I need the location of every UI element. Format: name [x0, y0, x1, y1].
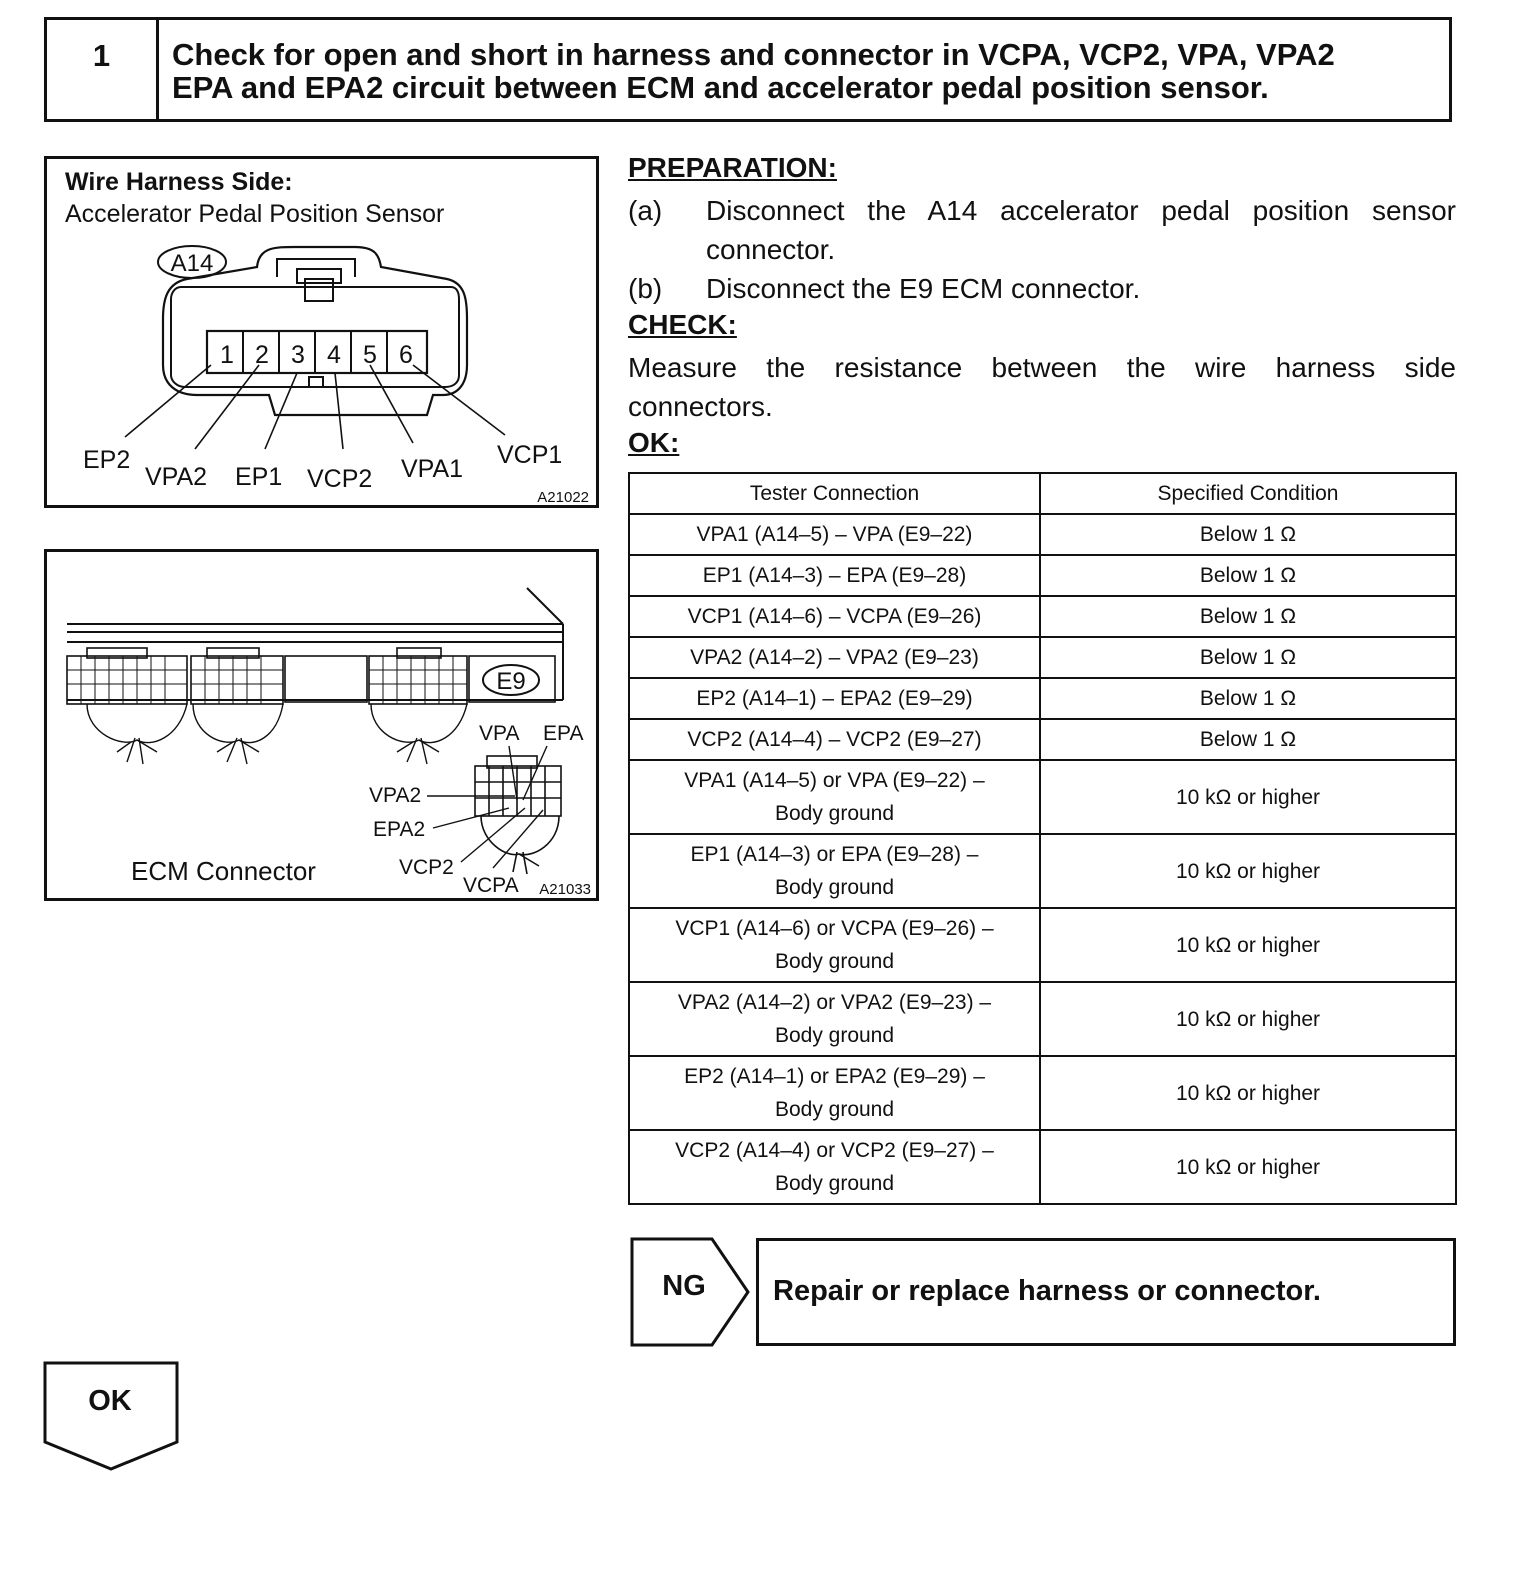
table-row — [629, 596, 1456, 637]
tester-connection-cell — [629, 1056, 1040, 1130]
tester-connection-line: VCP2 (A14–4) – VCP2 (E9–27) — [687, 728, 982, 751]
ecm-connector-blocks — [67, 648, 555, 704]
pin-number: 5 — [363, 341, 377, 369]
ng-action-box — [756, 1238, 1456, 1346]
tester-connection-line: VPA2 (A14–2) or VPA2 (E9–23) – — [677, 991, 992, 1014]
table-row — [629, 719, 1456, 760]
preparation-step — [628, 191, 1456, 269]
tester-connection-cell — [629, 834, 1040, 908]
check-text: Measure the resistance between the wire harness side connectors. — [628, 352, 1456, 422]
step-title — [172, 38, 1429, 104]
tester-connection-line: VPA1 (A14–5) – VPA (E9–22) — [696, 523, 973, 546]
tester-connection-line: VCP1 (A14–6) or VCPA (E9–26) – — [675, 917, 994, 940]
tester-connection-cell — [629, 1130, 1040, 1204]
specified-condition-cell: 10 kΩ or higher — [1040, 1056, 1456, 1130]
table-row — [629, 760, 1456, 834]
figure-code: A21033 — [539, 881, 591, 898]
table-header: Specified Condition — [1040, 473, 1456, 514]
harness-wires — [87, 704, 467, 764]
specified-condition-cell: Below 1 Ω — [1040, 678, 1456, 719]
tester-connection-line: Body ground — [774, 1024, 895, 1047]
ecm-body — [67, 588, 563, 700]
tester-connection-line: Body ground — [774, 1098, 895, 1121]
tester-connection-line: EP1 (A14–3) – EPA (E9–28) — [702, 564, 967, 587]
step-title-line: Check for open and short in harness and connector in VCPA, VCP2, VPA, VPA2 — [172, 37, 1335, 72]
pin-number: 6 — [399, 341, 413, 369]
tester-connection-cell — [629, 760, 1040, 834]
ng-label: NG — [662, 1270, 706, 1302]
ng-action-text: Repair or replace harness or connector. — [773, 1275, 1321, 1307]
ecm-label-vcp2: VCP2 — [399, 856, 454, 879]
tester-connection-line: Body ground — [774, 802, 895, 825]
table-row — [629, 1056, 1456, 1130]
ok-heading: OK: — [628, 427, 680, 458]
ecm-label-epa: EPA — [543, 722, 584, 745]
step-text: Disconnect the A14 accelerator pedal position sensor connector. — [706, 195, 1456, 265]
connector-id-label: A14 — [170, 250, 214, 277]
specified-condition-cell: Below 1 Ω — [1040, 555, 1456, 596]
specified-condition-cell: Below 1 Ω — [1040, 596, 1456, 637]
table-row — [629, 555, 1456, 596]
step-header — [44, 17, 1452, 122]
tester-connection-cell — [629, 637, 1040, 678]
ecm-connector-caption: ECM Connector — [131, 856, 316, 886]
key-notch — [309, 377, 323, 387]
tester-connection-cell — [629, 555, 1040, 596]
tester-connection-line: EP1 (A14–3) or EPA (E9–28) – — [690, 843, 979, 866]
pin-block — [207, 331, 427, 373]
step-text: Disconnect the E9 ECM connector. — [706, 273, 1141, 304]
preparation-step — [628, 269, 1456, 308]
specified-condition-cell: 10 kΩ or higher — [1040, 834, 1456, 908]
pin-label-vpa2: VPA2 — [145, 463, 208, 491]
pin-label-ep1: EP1 — [235, 463, 283, 491]
step-label: (b) — [628, 273, 663, 304]
table-row — [629, 834, 1456, 908]
table-row — [629, 637, 1456, 678]
diagram-title: Wire Harness Side: — [65, 168, 293, 196]
pin-number: 2 — [255, 341, 269, 369]
specified-condition-cell: 10 kΩ or higher — [1040, 982, 1456, 1056]
sensor-connector-diagram — [44, 156, 599, 508]
tester-connection-cell — [629, 678, 1040, 719]
ecm-connector-diagram — [44, 549, 599, 901]
pin-label-vpa1: VPA1 — [401, 455, 464, 483]
tester-connection-line: Body ground — [774, 876, 895, 899]
ecm-connector-id: E9 — [496, 668, 526, 695]
tester-connection-line: Body ground — [774, 1172, 895, 1195]
figure-code: A21022 — [537, 489, 589, 505]
table-row — [629, 678, 1456, 719]
table-header-row — [629, 473, 1456, 514]
table-row — [629, 514, 1456, 555]
tester-connection-cell — [629, 982, 1040, 1056]
step-number: 1 — [47, 20, 159, 119]
tester-connection-line: VCP2 (A14–4) or VCP2 (E9–27) – — [675, 1139, 994, 1162]
specified-condition-cell: Below 1 Ω — [1040, 719, 1456, 760]
ecm-label-vcpa: VCPA — [463, 874, 519, 897]
tester-connection-cell — [629, 908, 1040, 982]
specified-condition-cell: Below 1 Ω — [1040, 637, 1456, 678]
pin-label-vcp1: VCP1 — [497, 441, 563, 469]
table-header: Tester Connection — [629, 473, 1040, 514]
ecm-connector-drawing — [47, 552, 596, 898]
diagram-subtitle: Accelerator Pedal Position Sensor — [65, 200, 445, 228]
preparation-heading: PREPARATION: — [628, 152, 837, 183]
pin-number: 3 — [291, 341, 305, 369]
specified-condition-cell: 10 kΩ or higher — [1040, 908, 1456, 982]
tester-connection-line: VPA1 (A14–5) or VPA (E9–22) – — [684, 769, 985, 792]
pin-label-ep2: EP2 — [83, 446, 131, 474]
tester-connection-cell — [629, 596, 1040, 637]
latch-tab — [297, 269, 341, 283]
tester-connection-cell — [629, 719, 1040, 760]
tester-connection-line: EP2 (A14–1) – EPA2 (E9–29) — [696, 687, 973, 710]
table-row — [629, 1130, 1456, 1204]
tester-connection-cell — [629, 514, 1040, 555]
tester-connection-line: Body ground — [774, 950, 895, 973]
pin-number: 1 — [220, 341, 234, 369]
sensor-connector-drawing — [47, 159, 596, 505]
table-row — [629, 982, 1456, 1056]
check-heading: CHECK: — [628, 309, 737, 340]
pin-label-vcp2: VCP2 — [307, 465, 373, 493]
table-row — [629, 908, 1456, 982]
tester-connection-line: EP2 (A14–1) or EPA2 (E9–29) – — [684, 1065, 985, 1088]
ecm-pin-grid — [67, 656, 467, 704]
e9-connector-detail — [475, 756, 561, 874]
ecm-label-epa2: EPA2 — [373, 818, 426, 841]
ecm-label-vpa2: VPA2 — [369, 784, 422, 807]
tester-connection-line: VPA2 (A14–2) – VPA2 (E9–23) — [690, 646, 979, 669]
step-title-line: EPA and EPA2 circuit between ECM and accelerator pedal position sensor. — [172, 70, 1269, 105]
specified-condition-cell: 10 kΩ or higher — [1040, 760, 1456, 834]
specified-condition-cell: 10 kΩ or higher — [1040, 1130, 1456, 1204]
ecm-label-vpa: VPA — [479, 722, 520, 745]
pin-number: 4 — [327, 341, 341, 369]
step-label: (a) — [628, 195, 663, 226]
specified-condition-cell: Below 1 Ω — [1040, 514, 1456, 555]
spec-table — [628, 472, 1457, 1205]
ok-label: OK — [88, 1385, 132, 1417]
tester-connection-line: VCP1 (A14–6) – VCPA (E9–26) — [687, 605, 982, 628]
